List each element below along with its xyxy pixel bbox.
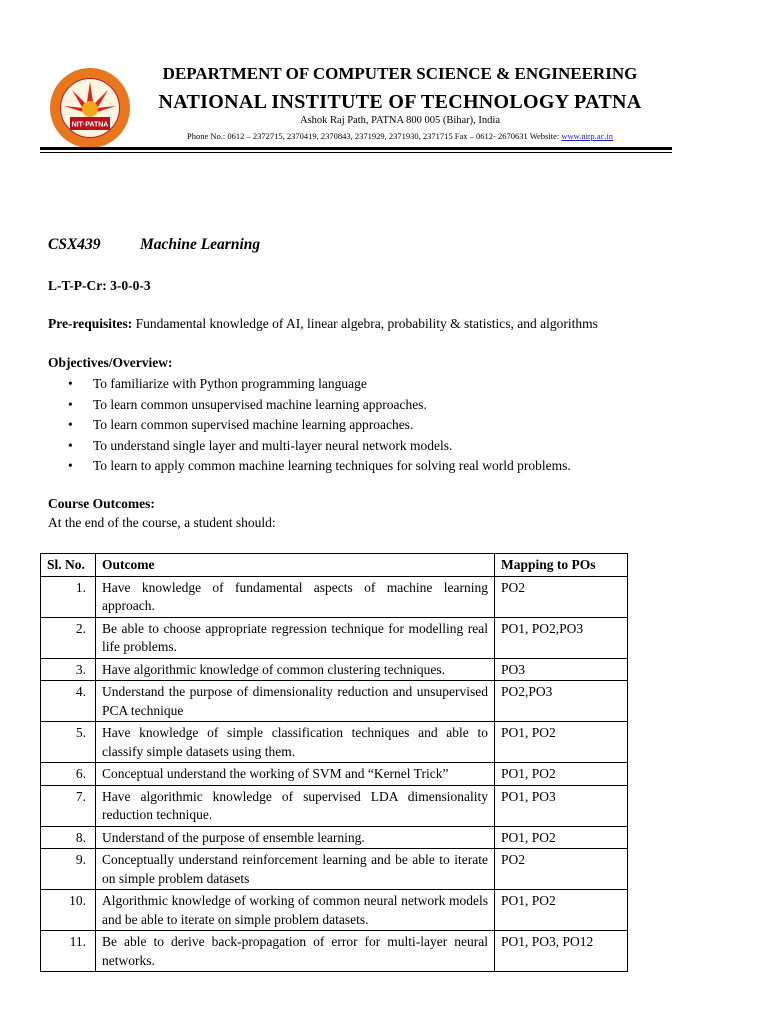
outcomes-intro: At the end of the course, a student should: xyxy=(48,515,276,530)
prerequisites-line xyxy=(48,316,598,332)
course-title: Machine Learning xyxy=(140,236,261,253)
cell-mapping: PO1, PO2 xyxy=(495,763,628,786)
cell-mapping: PO2 xyxy=(495,849,628,890)
cell-outcome: Algorithmic knowledge of working of common neural network models and be able to iterate on simple problem datasets. xyxy=(96,890,495,931)
table-row xyxy=(41,826,628,849)
course-outcomes-table xyxy=(40,553,628,972)
objective-item xyxy=(48,456,571,477)
cell-outcome: Conceptual understand the working of SVM and “Kernel Trick” xyxy=(96,763,495,786)
cell-mapping: PO1, PO2,PO3 xyxy=(495,617,628,658)
objectives-heading: Objectives/Overview: xyxy=(48,355,173,370)
prerequisites-label: Pre-requisites: xyxy=(48,316,133,331)
objective-text: To learn common unsupervised machine learning approaches. xyxy=(93,396,427,412)
table-row xyxy=(41,658,628,681)
table-row xyxy=(41,763,628,786)
bullet: • xyxy=(68,396,73,412)
bullet: • xyxy=(68,437,73,453)
ltpc-line: L-T-P-Cr: 3-0-0-3 xyxy=(48,278,151,293)
cell-outcome: Have knowledge of fundamental aspects of machine learning approach. xyxy=(96,576,495,617)
institute-address: Ashok Raj Path, PATNA 800 005 (Bihar), India xyxy=(300,115,500,126)
cell-mapping: PO2,PO3 xyxy=(495,681,628,722)
cell-outcome: Be able to choose appropriate regression technique for modelling real life problems. xyxy=(96,617,495,658)
table-row xyxy=(41,576,628,617)
objective-text: To familiarize with Python programming language xyxy=(93,376,367,391)
cell-sl-no: 1. xyxy=(41,576,96,617)
table-row xyxy=(41,785,628,826)
institute-name: NATIONAL INSTITUTE OF TECHNOLOGY PATNA xyxy=(158,91,642,113)
cell-outcome: Have knowledge of simple classification techniques and able to classify simple datasets using them. xyxy=(96,722,495,763)
cell-sl-no: 3. xyxy=(41,658,96,681)
website-link[interactable]: www.nitp.ac.in xyxy=(561,131,613,141)
cell-outcome: Have algorithmic knowledge of common clustering techniques. xyxy=(96,658,495,681)
objective-item xyxy=(48,374,571,395)
cell-sl-no: 10. xyxy=(41,890,96,931)
objective-item xyxy=(48,395,571,416)
table-row xyxy=(41,849,628,890)
cell-mapping: PO1, PO2 xyxy=(495,826,628,849)
header-rule-thick xyxy=(40,147,672,150)
cell-sl-no: 5. xyxy=(41,722,96,763)
cell-mapping: PO1, PO2 xyxy=(495,890,628,931)
cell-sl-no: 9. xyxy=(41,849,96,890)
objective-text: To learn common supervised machine learning approaches. xyxy=(93,417,414,432)
cell-sl-no: 7. xyxy=(41,785,96,826)
table-row xyxy=(41,890,628,931)
outcomes-heading: Course Outcomes: xyxy=(48,496,155,511)
table-row xyxy=(41,681,628,722)
prerequisites-text: Fundamental knowledge of AI, linear algebra, probability & statistics, and algorithms xyxy=(132,316,598,331)
nit-patna-logo xyxy=(48,66,132,150)
objective-item xyxy=(48,415,571,436)
cell-outcome: Understand of the purpose of ensemble learning. xyxy=(96,826,495,849)
objective-item xyxy=(48,436,571,457)
cell-mapping: PO1, PO3, PO12 xyxy=(495,931,628,972)
table-row xyxy=(41,617,628,658)
table-row xyxy=(41,931,628,972)
table-header-row xyxy=(41,554,628,577)
cell-sl-no: 11. xyxy=(41,931,96,972)
header-rule-thin xyxy=(40,152,672,153)
column-header-mapping: Mapping to POs xyxy=(495,554,628,577)
cell-outcome: Have algorithmic knowledge of supervised LDA dimensionality reduction technique. xyxy=(96,785,495,826)
cell-mapping: PO1, PO3 xyxy=(495,785,628,826)
objective-text: To understand single layer and multi-layer neural network models. xyxy=(93,437,453,453)
table-row xyxy=(41,722,628,763)
phone-fax-text: Phone No.: 0612 – 2372715, 2370419, 2370843, 2371929, 2371930, 2371715 Fax – 0612- 2670631 Website: xyxy=(187,131,562,141)
cell-outcome: Conceptually understand reinforcement learning and be able to iterate on simple problem datasets xyxy=(96,849,495,890)
cell-mapping: PO1, PO2 xyxy=(495,722,628,763)
cell-sl-no: 8. xyxy=(41,826,96,849)
cell-sl-no: 6. xyxy=(41,763,96,786)
objective-text: To learn to apply common machine learning techniques for solving real world problems. xyxy=(93,458,571,473)
cell-sl-no: 4. xyxy=(41,681,96,722)
department-name: DEPARTMENT OF COMPUTER SCIENCE & ENGINEERING xyxy=(162,64,638,83)
objectives-list xyxy=(48,374,571,477)
logo-text: NIT·PATNA xyxy=(71,121,109,129)
column-header-sl-no: Sl. No. xyxy=(41,554,96,577)
bullet: • xyxy=(68,417,73,432)
cell-mapping: PO3 xyxy=(495,658,628,681)
cell-outcome: Understand the purpose of dimensionality reduction and unsupervised PCA technique xyxy=(96,681,495,722)
cell-outcome: Be able to derive back-propagation of error for multi-layer neural networks. xyxy=(96,931,495,972)
bullet: • xyxy=(68,458,73,473)
course-code: CSX439 xyxy=(48,236,101,253)
bullet: • xyxy=(68,376,73,391)
cell-mapping: PO2 xyxy=(495,576,628,617)
cell-sl-no: 2. xyxy=(41,617,96,658)
contact-line xyxy=(140,131,660,141)
column-header-outcome: Outcome xyxy=(96,554,495,577)
course-heading xyxy=(48,236,260,254)
